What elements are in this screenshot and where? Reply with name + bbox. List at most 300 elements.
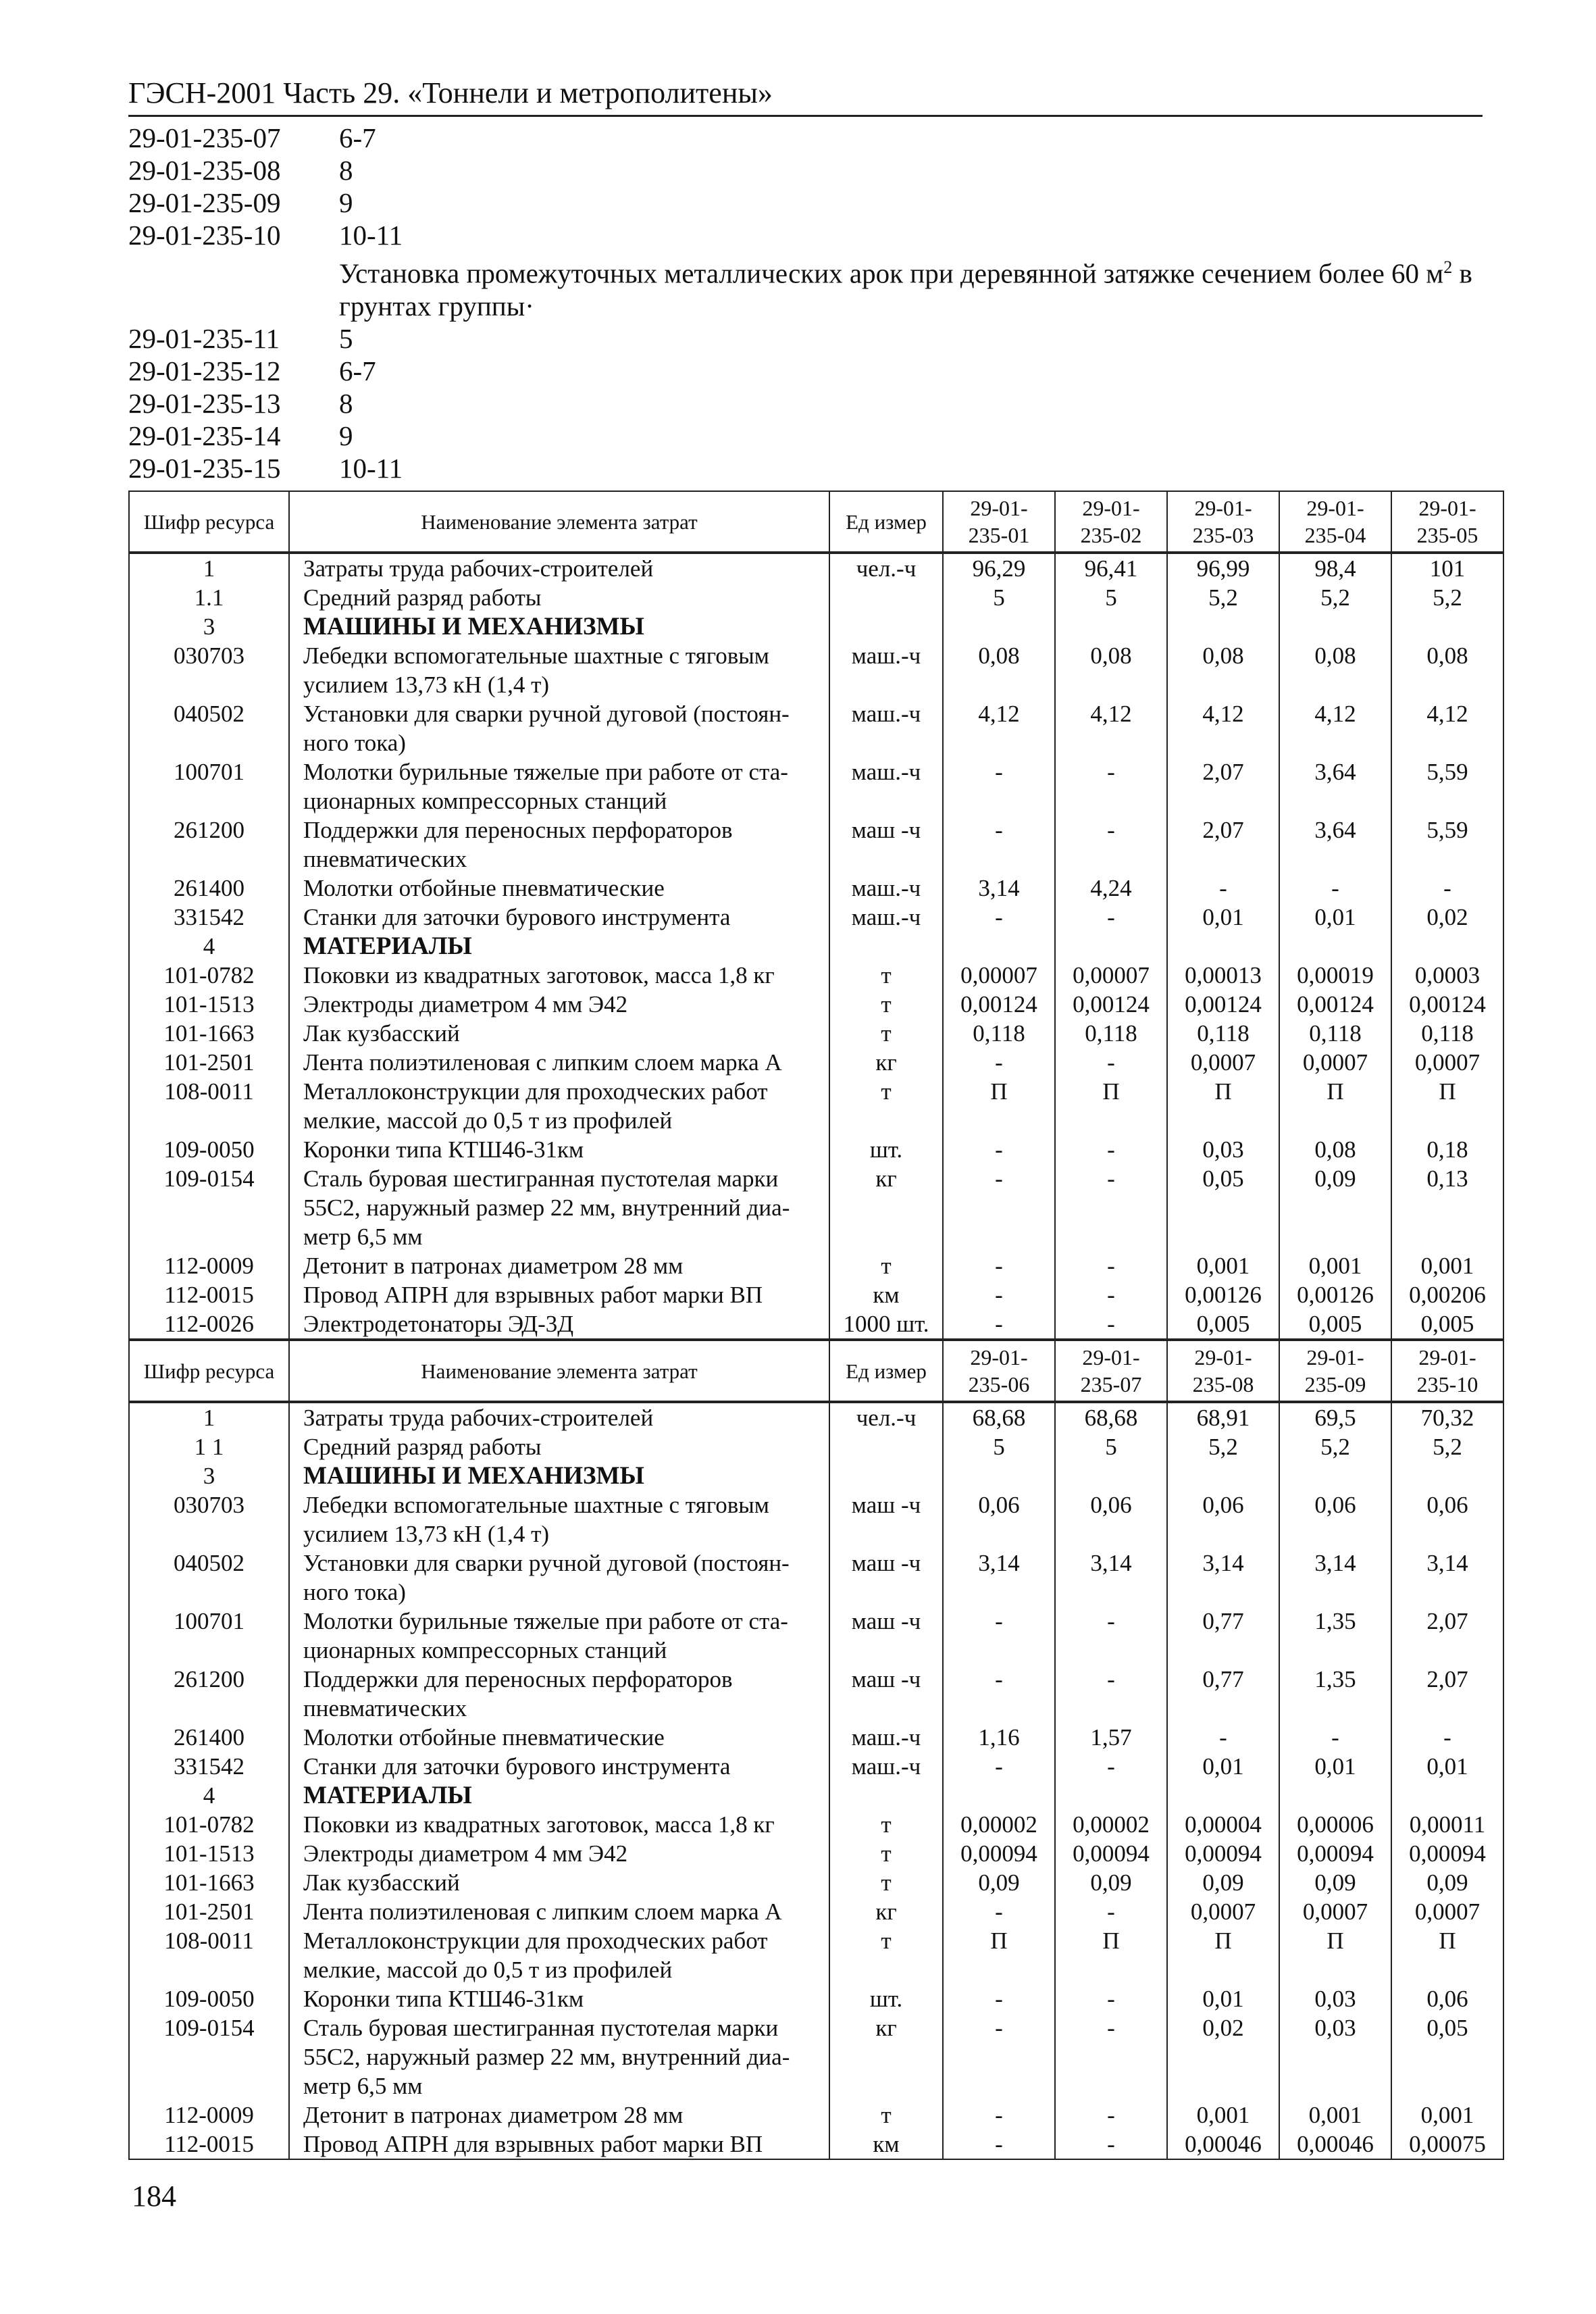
norm-value: 2,07 xyxy=(1167,815,1279,874)
element-name xyxy=(289,1723,829,1752)
norm-value: 5 xyxy=(943,1432,1055,1461)
unit: шт. xyxy=(829,1984,943,2013)
element-name-line: Металлоконструкции для проходческих работ xyxy=(303,1078,768,1105)
table-row xyxy=(129,1607,1503,1665)
element-name-line: мелкие, массой до 0,5 т из профилей xyxy=(303,1957,673,1983)
element-name xyxy=(289,1461,829,1490)
element-name xyxy=(289,1432,829,1461)
norm-value: 0,00002 xyxy=(943,1810,1055,1839)
header-norm-column: 29-01- 235-10 xyxy=(1391,1340,1503,1402)
element-name xyxy=(289,1019,829,1048)
header-element-name: Наименование элемента затрат xyxy=(289,1340,829,1402)
table-row xyxy=(129,874,1503,903)
norm-value: 0,00126 xyxy=(1167,1280,1279,1309)
norm-value: П xyxy=(1055,1077,1167,1135)
table-row xyxy=(129,1251,1503,1280)
norm-value: 4,12 xyxy=(1279,699,1391,757)
norm-value: - xyxy=(1055,1665,1167,1723)
norm-value xyxy=(943,932,1055,961)
element-name-line: метр 6,5 мм xyxy=(303,1224,423,1250)
resource-table-2 xyxy=(128,1340,1504,2160)
resource-code: 261200 xyxy=(129,815,289,874)
norm-value: 0,00094 xyxy=(1167,1839,1279,1868)
unit: кг xyxy=(829,1048,943,1077)
element-name xyxy=(289,2101,829,2130)
norm-value: 0,02 xyxy=(1167,2013,1279,2101)
element-name-line: МАШИНЫ И МЕХАНИЗМЫ xyxy=(303,1462,644,1490)
norm-value xyxy=(1055,612,1167,641)
table-row xyxy=(129,961,1503,990)
norm-value: 3,14 xyxy=(943,1549,1055,1607)
header-norm-column: 29-01- 235-07 xyxy=(1055,1340,1167,1402)
norm-value: - xyxy=(1055,1164,1167,1251)
norm-value: 0,00124 xyxy=(1167,990,1279,1019)
element-name-line: Затраты труда рабочих-строителей xyxy=(303,1405,654,1431)
norm-value: 0,03 xyxy=(1167,1135,1279,1164)
table-row xyxy=(129,903,1503,932)
element-name-line: Молотки отбойные пневматические xyxy=(303,875,665,901)
element-name-line: усилием 13,73 кН (1,4 т) xyxy=(303,1521,550,1547)
element-name-line: Станки для заточки бурового инструмента xyxy=(303,904,731,930)
element-name xyxy=(289,815,829,874)
code-row xyxy=(128,387,1513,420)
resource-code: 108-0011 xyxy=(129,1077,289,1135)
element-name xyxy=(289,2130,829,2159)
resource-code: 112-0009 xyxy=(129,1251,289,1280)
resource-code: 101-2501 xyxy=(129,1897,289,1926)
soil-group: 6-7 xyxy=(339,122,376,153)
unit: маш -ч xyxy=(829,1490,943,1549)
norm-value: 98,4 xyxy=(1279,553,1391,583)
unit: т xyxy=(829,1839,943,1868)
norm-value: 5,2 xyxy=(1391,583,1503,612)
element-name xyxy=(289,961,829,990)
norm-value: 3,14 xyxy=(1279,1549,1391,1607)
page-number: 184 xyxy=(132,2180,176,2213)
norm-value: 0,00006 xyxy=(1279,1810,1391,1839)
norm-value: 0,00046 xyxy=(1279,2130,1391,2159)
norm-value xyxy=(943,1461,1055,1490)
resource-code: 1 xyxy=(129,553,289,583)
norm-value: - xyxy=(943,1280,1055,1309)
element-name-line: Лебедки вспомогательные шахтные с тяговым xyxy=(303,1492,769,1518)
norm-value: 0,06 xyxy=(1391,1490,1503,1549)
table-row xyxy=(129,815,1503,874)
norm-value: 5,2 xyxy=(1279,583,1391,612)
soil-group: 10-11 xyxy=(339,452,403,484)
element-name-line: Средний разряд работы xyxy=(303,584,542,611)
unit: т xyxy=(829,1810,943,1839)
table-row xyxy=(129,1490,1503,1549)
unit xyxy=(829,1461,943,1490)
element-name xyxy=(289,1752,829,1781)
norm-value: П xyxy=(1167,1926,1279,1984)
norm-value: 0,09 xyxy=(1055,1868,1167,1897)
norm-value: - xyxy=(1055,1607,1167,1665)
element-name xyxy=(289,2013,829,2101)
norm-value: - xyxy=(1055,903,1167,932)
resource-code: 1 1 xyxy=(129,1432,289,1461)
table-row xyxy=(129,1164,1503,1251)
element-name-line: Установки для сварки ручной дуговой (постоян- xyxy=(303,1550,790,1576)
section-row xyxy=(129,1781,1503,1810)
table-body xyxy=(129,1402,1503,2159)
norm-value: - xyxy=(1055,1984,1167,2013)
norm-value: - xyxy=(1055,1251,1167,1280)
norm-value: 0,05 xyxy=(1167,1164,1279,1251)
element-name-line: ционарных компрессорных станций xyxy=(303,788,667,814)
norm-value: - xyxy=(943,815,1055,874)
code: 29-01-235-15 xyxy=(128,452,281,484)
header-norm-column: 29-01- 235-02 xyxy=(1055,491,1167,553)
norm-value: 1,57 xyxy=(1055,1723,1167,1752)
resource-code: 261400 xyxy=(129,1723,289,1752)
norm-value: 70,32 xyxy=(1391,1402,1503,1432)
element-name-line: ного тока) xyxy=(303,1579,406,1605)
page-header: ГЭСН-2001 Часть 29. «Тоннели и метрополитены» xyxy=(128,73,1483,117)
header-norm-column: 29-01- 235-01 xyxy=(943,491,1055,553)
norm-value: - xyxy=(943,1164,1055,1251)
resource-code: 101-0782 xyxy=(129,961,289,990)
norm-value: 0,77 xyxy=(1167,1665,1279,1723)
element-name xyxy=(289,757,829,815)
element-name xyxy=(289,1402,829,1432)
header-resource-code: Шифр ресурса xyxy=(129,491,289,553)
norm-value: 0,02 xyxy=(1391,903,1503,932)
norm-value: 0,03 xyxy=(1279,2013,1391,2101)
norm-value: 0,0003 xyxy=(1391,961,1503,990)
element-name-line: МАТЕРИАЛЫ xyxy=(303,1782,472,1809)
norm-value xyxy=(943,612,1055,641)
norm-value: 0,06 xyxy=(1167,1490,1279,1549)
element-name-line: Лебедки вспомогательные шахтные с тяговым xyxy=(303,643,769,669)
norm-value: 69,5 xyxy=(1279,1402,1391,1432)
norm-value: - xyxy=(1055,1048,1167,1077)
norm-value: 1,35 xyxy=(1279,1665,1391,1723)
norm-value: 0,0007 xyxy=(1391,1897,1503,1926)
norm-value: 0,00126 xyxy=(1279,1280,1391,1309)
norm-value: - xyxy=(1055,1897,1167,1926)
norm-value: - xyxy=(1055,2013,1167,2101)
norm-value: 0,00094 xyxy=(1391,1839,1503,1868)
code: 29-01-235-14 xyxy=(128,420,281,451)
header-norm-column: 29-01- 235-09 xyxy=(1279,1340,1391,1402)
norm-value: 3,64 xyxy=(1279,815,1391,874)
norm-value xyxy=(1279,932,1391,961)
norm-value xyxy=(1167,1461,1279,1490)
norm-value: - xyxy=(943,1135,1055,1164)
norm-value: 0,00094 xyxy=(943,1839,1055,1868)
norm-value: 0,005 xyxy=(1279,1309,1391,1339)
unit: т xyxy=(829,2101,943,2130)
element-name-line: Лак кузбасский xyxy=(303,1869,460,1896)
element-name-line: Поддержки для переносных перфораторов xyxy=(303,817,733,843)
norm-value: 0,0007 xyxy=(1279,1048,1391,1077)
norm-value: 0,77 xyxy=(1167,1607,1279,1665)
section-row xyxy=(129,1461,1503,1490)
table-row xyxy=(129,553,1503,583)
unit: т xyxy=(829,1251,943,1280)
element-name xyxy=(289,874,829,903)
table-row xyxy=(129,1432,1503,1461)
norm-value: - xyxy=(1391,1723,1503,1752)
unit: маш.-ч xyxy=(829,903,943,932)
norm-value: 0,001 xyxy=(1167,1251,1279,1280)
norm-value: 0,06 xyxy=(1279,1490,1391,1549)
unit: т xyxy=(829,1926,943,1984)
element-name xyxy=(289,1164,829,1251)
code-row xyxy=(128,219,1513,251)
element-name-line: Сталь буровая шестигранная пустотелая марки xyxy=(303,2015,779,2041)
norm-value: 96,41 xyxy=(1055,553,1167,583)
norm-value: - xyxy=(943,1984,1055,2013)
norm-value: 5,59 xyxy=(1391,815,1503,874)
code: 29-01-235-12 xyxy=(128,355,281,386)
norm-value: 4,12 xyxy=(943,699,1055,757)
header-norm-column: 29-01- 235-06 xyxy=(943,1340,1055,1402)
unit: т xyxy=(829,1019,943,1048)
unit: маш -ч xyxy=(829,1665,943,1723)
unit: кг xyxy=(829,1164,943,1251)
element-name-line: Электродетонаторы ЭД-3Д xyxy=(303,1311,574,1337)
norm-value: 0,00124 xyxy=(1279,990,1391,1019)
norm-value: 96,29 xyxy=(943,553,1055,583)
unit: шт. xyxy=(829,1135,943,1164)
unit: 1000 шт. xyxy=(829,1309,943,1339)
resource-code: 331542 xyxy=(129,1752,289,1781)
element-name xyxy=(289,699,829,757)
norm-value: - xyxy=(943,1607,1055,1665)
norm-value: - xyxy=(943,903,1055,932)
element-name xyxy=(289,1868,829,1897)
element-name-line: Лента полиэтиленовая с липким слоем марка А xyxy=(303,1898,782,1925)
norm-value: - xyxy=(943,1048,1055,1077)
norm-value: - xyxy=(1279,1723,1391,1752)
resource-code: 030703 xyxy=(129,641,289,699)
table-row xyxy=(129,1926,1503,1984)
table-row xyxy=(129,1077,1503,1135)
norm-value: 101 xyxy=(1391,553,1503,583)
norm-value: 0,01 xyxy=(1391,1752,1503,1781)
norm-value: 0,06 xyxy=(1055,1490,1167,1549)
element-name xyxy=(289,1839,829,1868)
code-row xyxy=(128,122,1513,154)
table-header-row xyxy=(129,491,1503,553)
unit: кг xyxy=(829,2013,943,2101)
table-row xyxy=(129,1019,1503,1048)
description-superscript: 2 xyxy=(1443,257,1453,277)
norm-value xyxy=(1055,932,1167,961)
element-name-line: Молотки отбойные пневматические xyxy=(303,1724,665,1751)
unit: т xyxy=(829,1077,943,1135)
soil-group: 8 xyxy=(339,387,353,419)
resource-code: 101-0782 xyxy=(129,1810,289,1839)
table-body xyxy=(129,553,1503,1339)
norm-value: 3,64 xyxy=(1279,757,1391,815)
element-name-line: МАТЕРИАЛЫ xyxy=(303,932,472,960)
element-name-line: пневматических xyxy=(303,1695,467,1721)
table-row xyxy=(129,1549,1503,1607)
norm-value: 0,08 xyxy=(1055,641,1167,699)
resource-code: 101-1513 xyxy=(129,1839,289,1868)
norm-value: - xyxy=(943,1665,1055,1723)
resource-code: 112-0015 xyxy=(129,1280,289,1309)
element-name-line: Электроды диаметром 4 мм Э42 xyxy=(303,991,628,1017)
code: 29-01-235-08 xyxy=(128,155,281,186)
code-row xyxy=(128,322,1513,355)
norm-value: 0,118 xyxy=(1391,1019,1503,1048)
norm-value: - xyxy=(1167,1723,1279,1752)
norm-value xyxy=(1391,1461,1503,1490)
element-name-line: Молотки бурильные тяжелые при работе от ста- xyxy=(303,1608,788,1634)
norm-value: 2,07 xyxy=(1391,1607,1503,1665)
table-row xyxy=(129,1868,1503,1897)
norm-value: 0,001 xyxy=(1279,2101,1391,2130)
resource-code: 1.1 xyxy=(129,583,289,612)
norm-value: - xyxy=(1279,874,1391,903)
norm-value: 0,01 xyxy=(1167,1984,1279,2013)
resource-code: 3 xyxy=(129,612,289,641)
norm-value: 0,118 xyxy=(1279,1019,1391,1048)
section-row xyxy=(129,932,1503,961)
element-name-line: Поковки из квадратных заготовок, масса 1,8 кг xyxy=(303,1811,775,1838)
unit xyxy=(829,1781,943,1810)
soil-group: 9 xyxy=(339,420,353,451)
norm-value: 68,68 xyxy=(943,1402,1055,1432)
resource-code: 4 xyxy=(129,932,289,961)
table-row xyxy=(129,1984,1503,2013)
norm-value: 4,12 xyxy=(1391,699,1503,757)
code: 29-01-235-09 xyxy=(128,187,281,218)
norm-value: 0,09 xyxy=(1391,1868,1503,1897)
unit xyxy=(829,583,943,612)
soil-group: 8 xyxy=(339,155,353,186)
norm-value: - xyxy=(943,2013,1055,2101)
element-name-line: метр 6,5 мм xyxy=(303,2073,423,2099)
element-name xyxy=(289,1309,829,1339)
code-listing xyxy=(128,122,1513,484)
norm-value: П xyxy=(1055,1926,1167,1984)
element-name-line: Электроды диаметром 4 мм Э42 xyxy=(303,1840,628,1867)
norm-value: - xyxy=(943,2101,1055,2130)
norm-value xyxy=(1391,612,1503,641)
element-name-line: Сталь буровая шестигранная пустотелая марки xyxy=(303,1165,779,1192)
norm-value: 96,99 xyxy=(1167,553,1279,583)
norm-value: 0,005 xyxy=(1391,1309,1503,1339)
unit: т xyxy=(829,1868,943,1897)
table-row xyxy=(129,1402,1503,1432)
norm-value: 0,00206 xyxy=(1391,1280,1503,1309)
norm-value: 0,00007 xyxy=(943,961,1055,990)
resource-code: 109-0154 xyxy=(129,1164,289,1251)
norm-value: 0,001 xyxy=(1391,2101,1503,2130)
norm-value: П xyxy=(1167,1077,1279,1135)
norm-value: 5 xyxy=(1055,583,1167,612)
norm-value: 0,01 xyxy=(1279,1752,1391,1781)
element-name-line: ционарных компрессорных станций xyxy=(303,1637,667,1663)
norm-value: 0,0007 xyxy=(1391,1048,1503,1077)
norm-value: - xyxy=(1055,2130,1167,2159)
unit: маш -ч xyxy=(829,815,943,874)
element-name xyxy=(289,1490,829,1549)
soil-group: 9 xyxy=(339,187,353,218)
element-name-line: Провод АПРН для взрывных работ марки ВП xyxy=(303,1282,763,1308)
norm-value: 0,001 xyxy=(1167,2101,1279,2130)
header-element-name: Наименование элемента затрат xyxy=(289,491,829,553)
norm-value: - xyxy=(943,1897,1055,1926)
code: 29-01-235-11 xyxy=(128,322,280,354)
norm-value: 0,08 xyxy=(1279,641,1391,699)
resource-code: 100701 xyxy=(129,757,289,815)
element-name xyxy=(289,1251,829,1280)
norm-value: 0,08 xyxy=(1391,641,1503,699)
norm-value: 3,14 xyxy=(1055,1549,1167,1607)
table-row xyxy=(129,757,1503,815)
unit: кг xyxy=(829,1897,943,1926)
norm-value: - xyxy=(1055,1280,1167,1309)
norm-value: 0,118 xyxy=(943,1019,1055,1048)
norm-value: 5,2 xyxy=(1279,1432,1391,1461)
table-row xyxy=(129,2101,1503,2130)
norm-value: 0,0007 xyxy=(1167,1897,1279,1926)
norm-value: - xyxy=(1055,1752,1167,1781)
resource-code: 109-0050 xyxy=(129,1135,289,1164)
element-name-line: Лак кузбасский xyxy=(303,1020,460,1047)
soil-group: 6-7 xyxy=(339,355,376,386)
norm-value: 0,00094 xyxy=(1055,1839,1167,1868)
norm-value: 0,01 xyxy=(1279,903,1391,932)
norm-value xyxy=(1167,932,1279,961)
element-name xyxy=(289,1781,829,1810)
header-norm-column: 29-01- 235-04 xyxy=(1279,491,1391,553)
norm-value: 0,13 xyxy=(1391,1164,1503,1251)
table-row xyxy=(129,1839,1503,1868)
code: 29-01-235-13 xyxy=(128,387,281,419)
norm-value: 0,18 xyxy=(1391,1135,1503,1164)
element-name-line: Средний разряд работы xyxy=(303,1434,542,1460)
table-row xyxy=(129,699,1503,757)
element-name-line: Затраты труда рабочих-строителей xyxy=(303,555,654,582)
element-name xyxy=(289,1077,829,1135)
element-name xyxy=(289,1897,829,1926)
norm-value: 5 xyxy=(1055,1432,1167,1461)
element-name-line: МАШИНЫ И МЕХАНИЗМЫ xyxy=(303,613,644,640)
element-name xyxy=(289,1549,829,1607)
element-name-line: Поддержки для переносных перфораторов xyxy=(303,1666,733,1692)
norm-value: 0,06 xyxy=(943,1490,1055,1549)
unit: маш -ч xyxy=(829,1549,943,1607)
soil-group: 10-11 xyxy=(339,220,403,251)
header-norm-column: 29-01- 235-08 xyxy=(1167,1340,1279,1402)
code: 29-01-235-10 xyxy=(128,220,281,251)
code-row xyxy=(128,420,1513,452)
norm-value: 0,00013 xyxy=(1167,961,1279,990)
unit: км xyxy=(829,2130,943,2159)
norm-value: 0,00002 xyxy=(1055,1810,1167,1839)
table-row xyxy=(129,1280,1503,1309)
unit xyxy=(829,612,943,641)
unit: т xyxy=(829,990,943,1019)
unit: маш.-ч xyxy=(829,757,943,815)
norm-value: 0,09 xyxy=(943,1868,1055,1897)
unit: чел.-ч xyxy=(829,1402,943,1432)
table-row xyxy=(129,1048,1503,1077)
unit: маш -ч xyxy=(829,1607,943,1665)
norm-value: 0,01 xyxy=(1167,903,1279,932)
norm-value: 0,00094 xyxy=(1279,1839,1391,1868)
table-row xyxy=(129,1723,1503,1752)
norm-value: 5,2 xyxy=(1167,1432,1279,1461)
